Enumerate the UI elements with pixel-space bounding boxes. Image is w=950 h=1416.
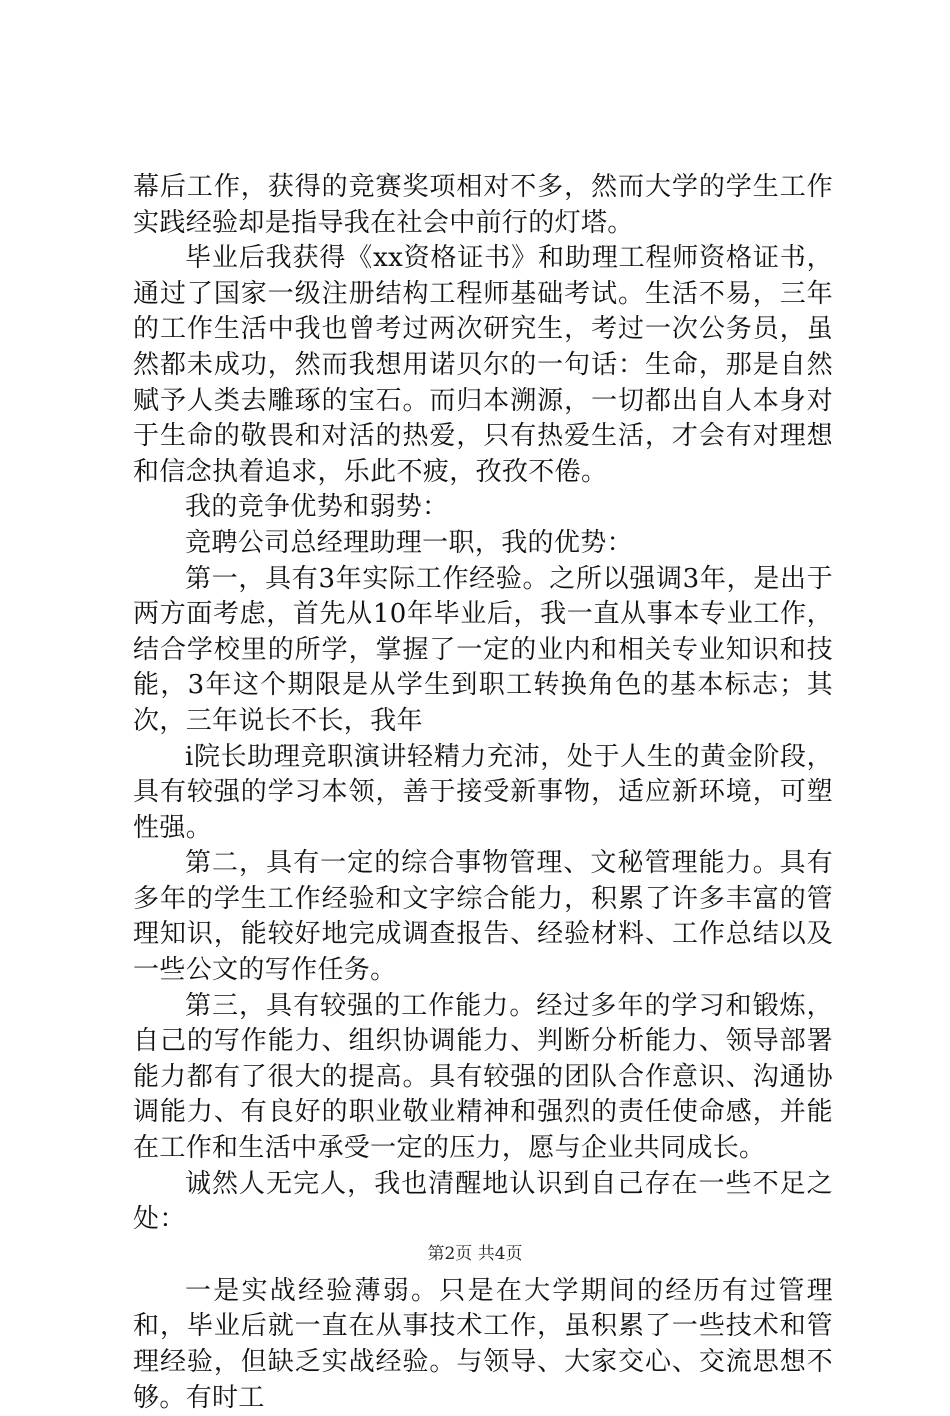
paragraph-advantage-three: 第三，具有较强的工作能力。经过多年的学习和锻炼，自己的写作能力、组织协调能力、判断分析能力、领导部署能力都有了很大的提高。具有较强的团队合作意识、沟通协调能力、有良好的职业敬业精神和强烈的责任使命感，并能在工作和生活中承受一定的压力，愿与企业共同成长。 xyxy=(133,990,833,1164)
paragraph-strengths-heading: 我的竞争优势和弱势： xyxy=(185,492,449,523)
paragraph-certificates: 毕业后我获得《xx资格证书》和助理工程师资格证书，通过了国家一级注册结构工程师基础考试。生活不易，三年的工作生活中我也曾考过两次研究生，考过一次公务员，虽然都未成功，然而我想用诺贝尔的一句话：生命，那是自然赋予人类去雕琢的宝石。而归本溯源，一切都出自人本身对于生命的敬畏和对活的热爱，只有热爱生活，才会有对理想和信念执着追求，乐此不疲，孜孜不倦。 xyxy=(133,243,833,487)
paragraph-weakness-one: 一是实战经验薄弱。只是在大学期间的经历有过管理和，毕业后就一直在从事技术工作，虽积累了一些技术和管理经验，但缺乏实战经验。与领导、大家交心、交流思想不够。有时工 xyxy=(133,1275,833,1413)
paragraph-advantage-two: 第二，具有一定的综合事物管理、文秘管理能力。具有多年的学生工作经验和文字综合能力，积累了许多丰富的管理知识，能较好地完成调查报告、经验材料、工作总结以及一些公文的写作任务。 xyxy=(133,848,833,986)
page-number-footer: 第2页 共4页 xyxy=(427,1244,523,1264)
paragraph-continuation: 幕后工作，获得的竞赛奖项相对不多，然而大学的学生工作实践经验却是指导我在社会中前行的灯塔。 xyxy=(133,172,833,238)
paragraph-advantage-one: 第一，具有3年实际工作经验。之所以强调3年，是出于两方面考虑，首先从10年毕业后，我一直从事本专业工作，结合学校里的所学，掌握了一定的业内和相关专业知识和技能，3年这个期限是从学生到职工转换角色的基本标志；其次，三年说长不长，我年 xyxy=(133,563,833,736)
document-body xyxy=(133,170,833,1416)
paragraph-weaknesses-intro: 诚然人无完人，我也清醒地认识到自己存在一些不足之处： xyxy=(133,1168,833,1235)
paragraph-advantage-one-continued: i院长助理竞职演讲轻精力充沛，处于人生的黄金阶段，具有较强的学习本领，善于接受新事物，适应新环境，可塑性强。 xyxy=(133,741,833,843)
paragraph-advantages-intro: 竞聘公司总经理助理一职，我的优势： xyxy=(185,527,633,558)
